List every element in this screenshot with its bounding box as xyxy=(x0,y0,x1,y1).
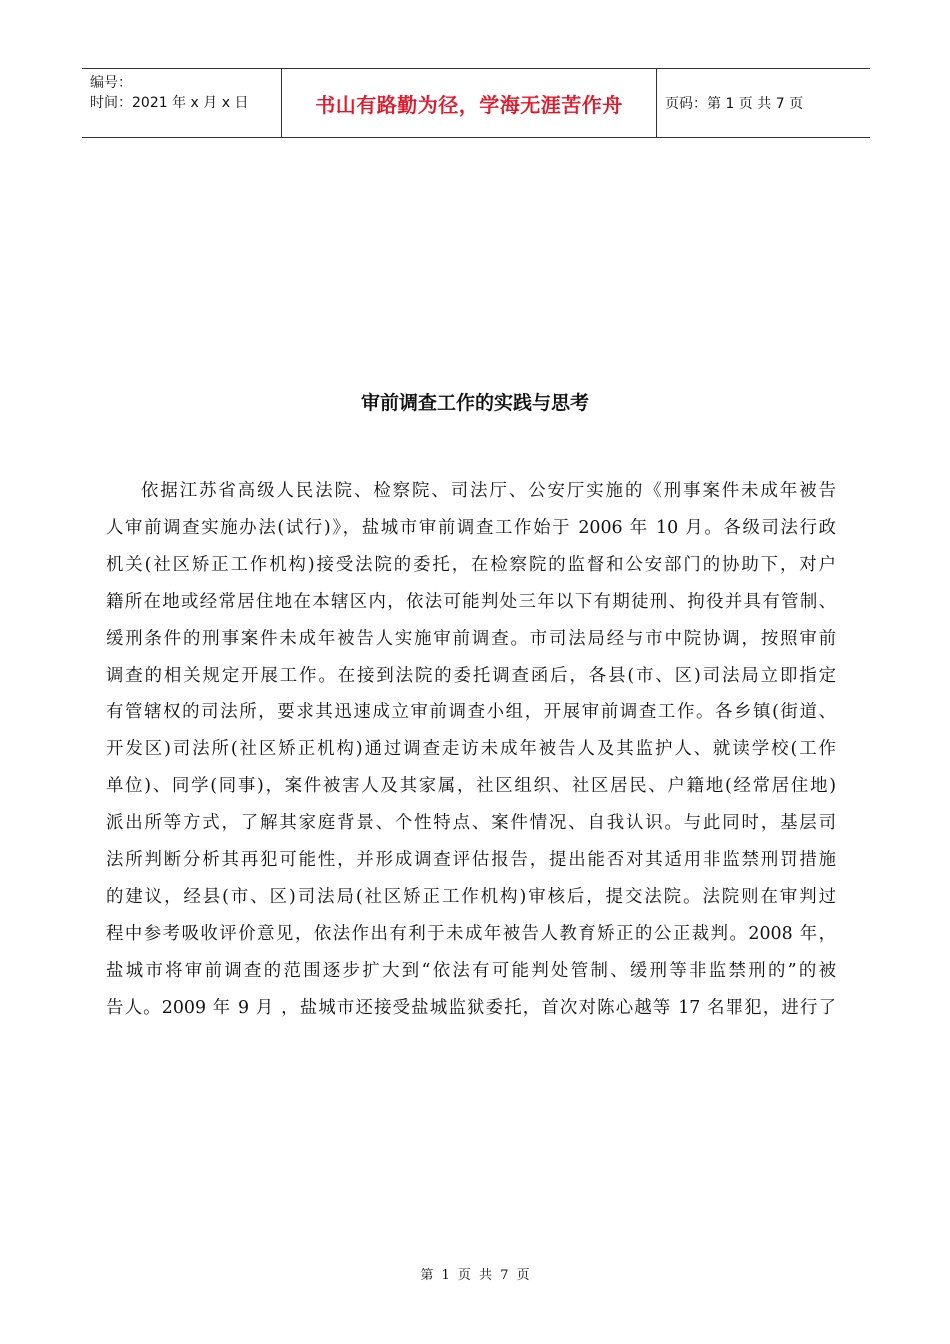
body-line: 告人。2009 年 9 月 ，盐城市还接受盐城监狱委托，首次对陈心越等 17 名罪犯，进行了 xyxy=(106,997,836,1018)
number-label: 编号： xyxy=(90,75,132,91)
body-line: 法所判断分析其再犯可能性，并形成调查评估报告，提出能否对其适用非监禁刑罚措施 xyxy=(106,850,836,871)
header-motto-cell xyxy=(281,69,657,137)
body-line: 单位)、同学(同事)，案件被害人及其家属，社区组织、社区居民、户籍地(经常居住地) xyxy=(106,776,836,797)
body-line: 依据江苏省高级人民法院、检察院、司法厅、公安厅实施的《刑事案件未成年被告 xyxy=(141,481,836,501)
body-line: 程中参考吸收评价意见，依法作出有利于未成年被告人教育矫正的公正裁判。2008 年， xyxy=(106,923,836,944)
body-line: 有管辖权的司法所，要求其迅速成立审前调查小组，开展审前调查工作。各乡镇(街道、 xyxy=(106,702,836,723)
document-title: 审前调查工作的实践与思考 xyxy=(360,392,589,414)
header-meta xyxy=(82,69,281,137)
body-line: 盐城市将审前调查的范围逐步扩大到“依法有可能判处管制、缓刑等非监禁刑的”的被 xyxy=(106,960,836,981)
page-footer: 第 1 页 共 7 页 xyxy=(420,1268,530,1283)
time-label: 时间：2021 年 x 月 x 日 xyxy=(90,95,249,111)
body-line: 缓刑条件的刑事案件未成年被告人实施审前调查。市司法局经与市中院协调，按照审前 xyxy=(106,628,836,649)
document-header xyxy=(82,68,870,138)
body-line: 人审前调查实施办法(试行)》，盐城市审前调查工作始于 2006 年 10 月。各级司法行政 xyxy=(106,517,836,538)
body-line: 的建议，经县(市、区)司法局(社区矫正工作机构)审核后，提交法院。法院则在审判过 xyxy=(106,886,836,907)
header-page-info: 页码：第 1 页 共 7 页 xyxy=(665,96,804,112)
document-body xyxy=(106,473,836,1027)
header-motto: 书山有路勤为径，学海无涯苦作舟 xyxy=(315,92,623,117)
body-line: 开发区)司法所(社区矫正机构)通过调查走访未成年被告人及其监护人、就读学校(工作 xyxy=(106,739,836,760)
body-line: 籍所在地或经常居住地在本辖区内，依法可能判处三年以下有期徒刑、拘役并具有管制、 xyxy=(106,591,836,612)
body-line: 调查的相关规定开展工作。在接到法院的委托调查函后，各县(市、区)司法局立即指定 xyxy=(106,665,836,686)
body-line: 派出所等方式，了解其家庭背景、个性特点、案件情况、自我认识。与此同时，基层司 xyxy=(106,813,836,834)
body-line: 机关(社区矫正工作机构)接受法院的委托，在检察院的监督和公安部门的协助下，对户 xyxy=(106,554,836,575)
